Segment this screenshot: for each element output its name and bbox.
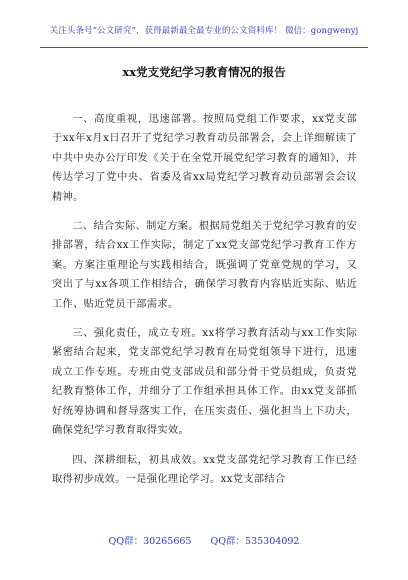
header-note: 关注头条号“公文研究”，获得最新最全最专业的公文资料库！ 微信：gongwenyj [49,26,359,36]
paragraph-1: 一、高度重视，迅速部署。按照局党组工作要求，xx党支部于xx年x月x日召开了党纪学习教育动员部署会，会上详细解读了中共中央办公厅印发《关于在全党开展党纪学习教育的通知》，并传达学习了党中央、省委及省xx局党纪学习教育动员部署会会议精神。 [52,114,357,203]
footer-note: QQ群：30265665 QQ群：535304092 [108,536,300,547]
document-title: xx党支党纪学习教育情况的报告 [122,65,286,79]
header-divider [40,47,368,48]
paragraph-2: 二、结合实际、制定方案。根据局党组关于党纪学习教育的安排部署，结合xx工作实际，制定了xx党支部党纪学习教育工作方案。方案注重理论与实践相结合，既强调了党章党规的学习，又突出了与xx各项工作相结合，确保学习教育内容贴近实际、贴近工作、贴近党员干部需求。 [52,221,357,310]
paragraph-3: 三、强化责任，成立专班。xx将学习教育活动与xx工作实际紧密结合起来，党支部党纪学习教育在局党组领导下进行，迅速成立工作专班。专班由党支部成员和部分骨干党员组成，负责党纪教育整体工作，并细分了工作组承担具体工作。由xx党支部抓好统筹协调和督导落实工作，在压实责任、强化担当上下功夫，确保党纪学习教育取得实效。 [52,328,357,437]
paragraph-4: 四、深耕细耘，初具成效。xx党支部党纪学习教育工作已经取得初步成效。一是强化理论学习。xx党支部结合 [52,454,357,485]
document-body [52,110,357,493]
